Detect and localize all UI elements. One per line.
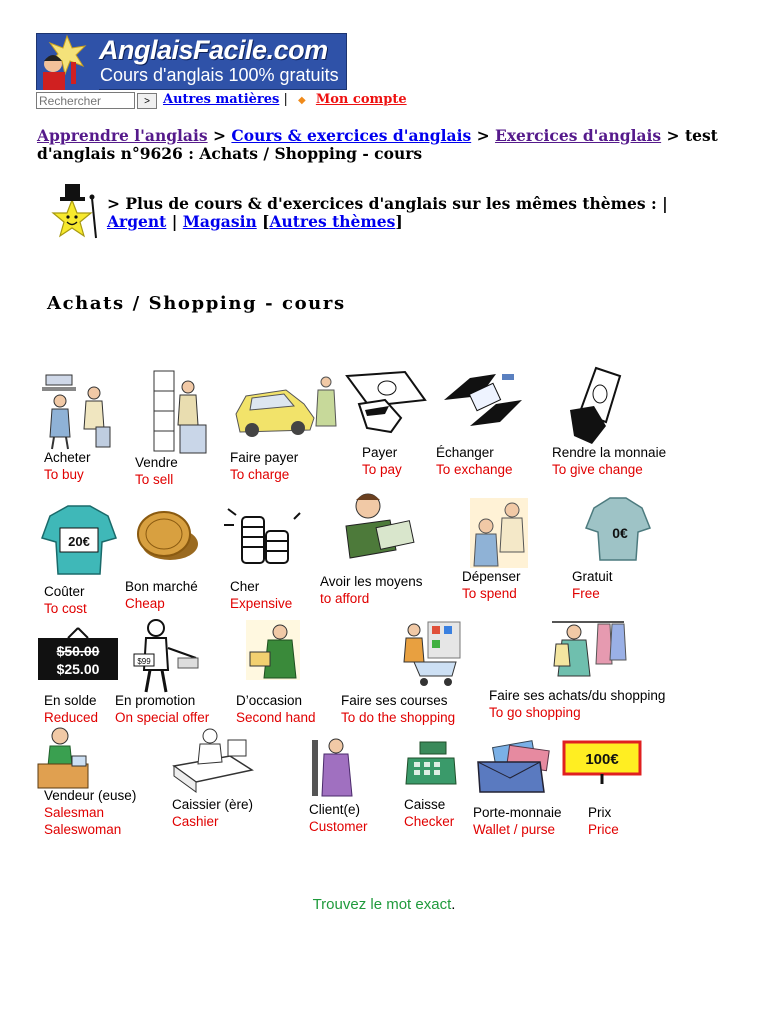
breadcrumb-exercises[interactable]: Exercices d'anglais	[495, 126, 662, 145]
vocab-fr: Caissier (ère)	[172, 797, 254, 812]
old-price-label: $50.00	[56, 643, 100, 659]
my-account-link[interactable]: Mon compte	[315, 92, 407, 107]
vocab-en: Free	[572, 586, 600, 601]
vocab-en: Wallet / purse	[473, 822, 556, 837]
vocab-en: Second hand	[236, 710, 316, 725]
sale-sign-icon	[36, 626, 120, 684]
vocab-en: To go shopping	[489, 705, 581, 720]
vocab-fr: Cher	[230, 579, 260, 594]
vocab-fr: Faire ses achats/du shopping	[489, 688, 666, 703]
other-subjects-link[interactable]: Autres matières	[163, 92, 280, 107]
vocab-fr: Avoir les moyens	[320, 574, 423, 589]
vocab-en: Customer	[309, 819, 368, 834]
vocab-en: Expensive	[230, 596, 293, 611]
vocab-en: Checker	[404, 814, 455, 829]
vocab-fr: Coûter	[44, 584, 85, 599]
vocab-fr: Vendre	[135, 455, 178, 470]
vocab-en: Price	[588, 822, 619, 837]
vocab-fr: Échanger	[436, 445, 494, 460]
breadcrumb-sep: >	[213, 126, 226, 145]
vocab-fr: En promotion	[115, 693, 196, 708]
breadcrumb-courses[interactable]: Cours & exercices d'anglais	[231, 126, 472, 145]
vocab-fr: Vendeur (euse)	[44, 788, 137, 803]
vocab-fr: D’occasion	[236, 693, 303, 708]
vocab-en: To charge	[230, 467, 290, 482]
vocab-fr: Faire ses courses	[341, 693, 448, 708]
vocab-fr: Caisse	[404, 797, 446, 812]
other-themes-link[interactable]: Autres thèmes	[269, 212, 396, 231]
clothes-rack-icon	[548, 614, 628, 680]
coin-icon	[134, 508, 200, 564]
find-exact-word-text: Trouvez le mot exact	[312, 896, 452, 913]
vocab-fr: Acheter	[44, 450, 91, 465]
theme-link-magasin[interactable]: Magasin	[182, 212, 257, 231]
vocab-fr: Faire payer	[230, 450, 299, 465]
change-hand-icon	[566, 366, 626, 446]
vocab-en: Cashier	[172, 814, 219, 829]
vocab-en: To spend	[462, 586, 517, 601]
footer-dot: .	[451, 896, 456, 913]
diamond-bullet-icon: ◆	[298, 95, 306, 106]
exchange-hands-icon	[440, 370, 526, 430]
vocab-fr: Prix	[588, 805, 612, 820]
spending-couple-icon	[466, 496, 532, 570]
price-sign-icon	[562, 740, 642, 784]
vocab-fr: Gratuit	[572, 569, 613, 584]
new-price-label: $25.00	[56, 661, 100, 677]
logo-subtitle: Cours d'anglais 100% gratuits	[100, 65, 339, 85]
salesman-icon	[36, 726, 92, 790]
search-button[interactable]: >	[137, 93, 157, 109]
tag-price-label: $99	[137, 657, 151, 666]
breadcrumb-learn-english[interactable]: Apprendre l'anglais	[37, 126, 208, 145]
mascot-icon	[37, 34, 99, 90]
star-top-hat-icon	[48, 182, 104, 242]
money-hand-icon	[345, 370, 429, 436]
vocab-en: Reduced	[44, 710, 99, 725]
man-wallet-icon	[338, 490, 418, 564]
themes-intro: > Plus de cours & d'exercices d'anglais sur les mêmes thèmes : |	[107, 194, 668, 213]
coin-stacks-icon	[222, 503, 302, 567]
free-price-label: 0€	[612, 525, 628, 541]
nav-separator: |	[283, 92, 288, 107]
cashier-desk-icon	[170, 726, 256, 796]
search-input[interactable]	[36, 92, 135, 109]
vocab-fr: Dépenser	[462, 569, 521, 584]
breadcrumb	[37, 127, 737, 163]
free-sweater-icon	[584, 494, 652, 564]
price-sign-label: 100€	[585, 751, 619, 768]
vocab-en-alt: Saleswoman	[44, 822, 122, 837]
vocab-fr: En solde	[44, 693, 97, 708]
wallet-icon	[474, 740, 550, 796]
breadcrumb-sep: >	[476, 126, 490, 145]
vocab-fr: Porte-monnaie	[473, 805, 562, 820]
top-links	[163, 92, 407, 107]
vocab-en: On special offer	[115, 710, 210, 725]
vocab-en: To sell	[135, 472, 174, 487]
logo-title: AnglaisFacile.com	[99, 35, 328, 65]
vocab-fr: Client(e)	[309, 802, 361, 817]
vocab-fr: Rendre la monnaie	[552, 445, 667, 460]
theme-link-argent[interactable]: Argent	[107, 212, 167, 231]
seller-icon	[150, 367, 210, 457]
related-themes: > Plus de cours & d'exercices d'anglais sur les mêmes thèmes : | Argent | Magasin [Autres thèmes]	[107, 194, 668, 231]
vocab-en: Cheap	[125, 596, 165, 611]
breadcrumb-sep: >	[666, 126, 680, 145]
vocab-en: Salesman	[44, 805, 105, 820]
vocab-en: to afford	[320, 591, 370, 606]
vocab-en: To buy	[44, 467, 84, 482]
page-title: Achats / Shopping - cours	[47, 293, 346, 314]
breadcrumb-current: test d'anglais n°9626 : Achats / Shopping - cours	[37, 126, 718, 163]
sweater-price-icon	[38, 498, 120, 578]
second-hand-dealer-icon	[244, 618, 302, 682]
taxi-icon	[230, 366, 340, 442]
vocab-en: To give change	[552, 462, 643, 477]
vocab-fr: Bon marché	[125, 579, 198, 594]
vocab-en: To pay	[362, 462, 402, 477]
customer-icon	[310, 736, 356, 798]
shoppers-icon	[40, 367, 114, 451]
promoter-icon	[130, 618, 202, 694]
sweater-price-label: 20€	[68, 534, 90, 549]
cash-register-icon	[404, 740, 458, 788]
vocab-fr: Payer	[362, 445, 398, 460]
find-exact-word	[0, 896, 768, 913]
site-logo[interactable]	[36, 33, 347, 90]
vocab-en: To cost	[44, 601, 87, 616]
shopping-cart-icon	[398, 618, 462, 688]
vocab-en: To do the shopping	[341, 710, 456, 725]
vocab-en: To exchange	[436, 462, 513, 477]
